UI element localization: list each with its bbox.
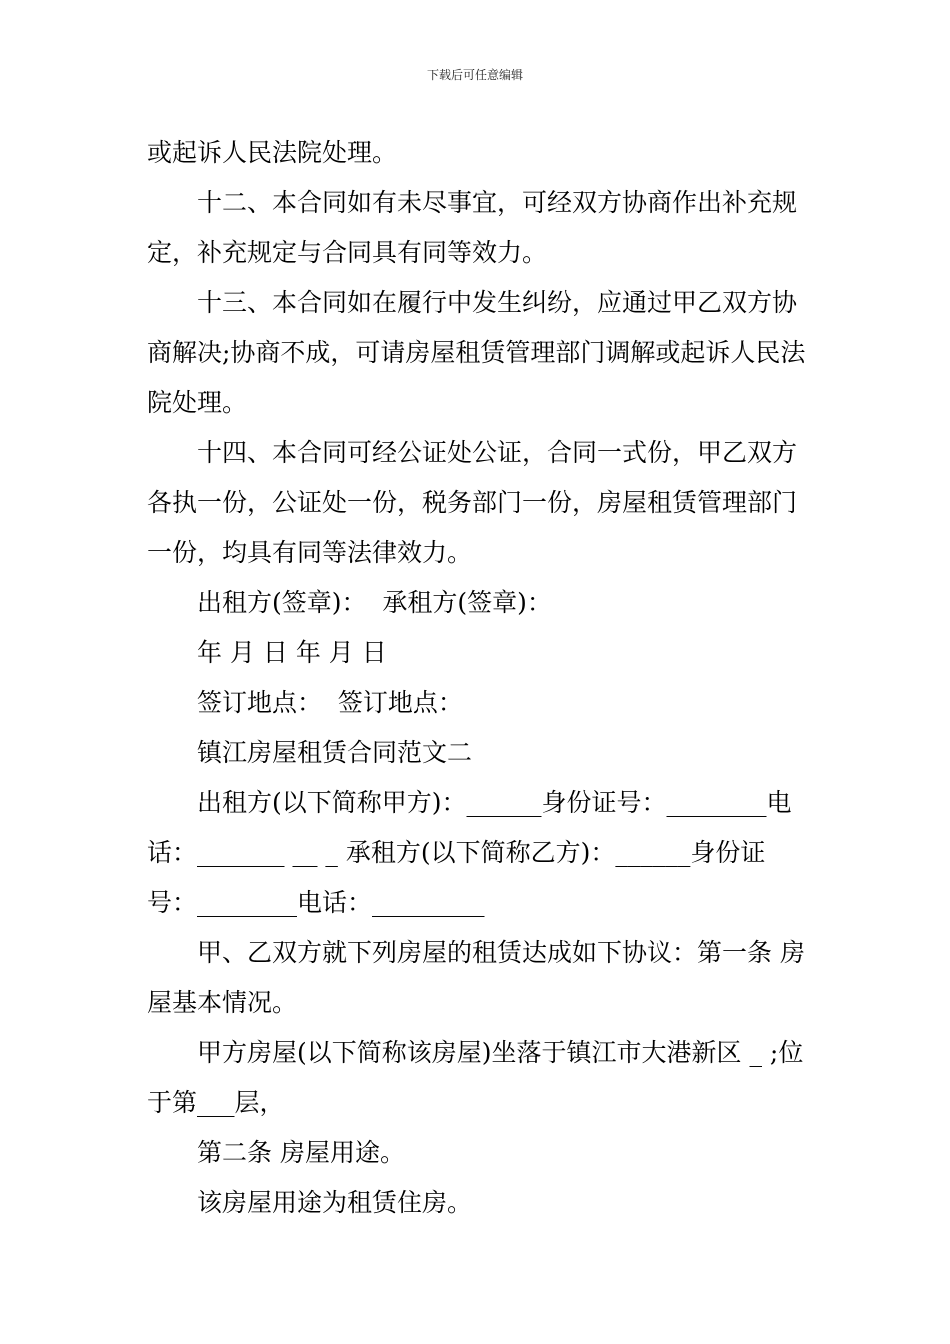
- section-title: 镇江房屋租赁合同范文二: [197, 738, 473, 767]
- paragraph: 出租方(以下简称甲方)：______身份证号：________电话：_______ __ _ 承租方(以下简称乙方)：______身份证号：________电话：_________: [147, 788, 792, 917]
- signature-line: 出租方(签章)： 承租方(签章)：: [197, 588, 552, 617]
- paragraph: 十三、本合同如在履行中发生纠纷，应通过甲乙双方协商解决;协商不成，可请房屋租赁管理部门调解或起诉人民法院处理。: [147, 288, 806, 417]
- paragraph: 或起诉人民法院处理。: [147, 138, 398, 167]
- document-body: [147, 128, 807, 1228]
- paragraph: 十四、本合同可经公证处公证，合同一式份，甲乙双方各执一份，公证处一份，税务部门一份，房屋租赁管理部门一份，均具有同等法律效力。: [147, 438, 798, 567]
- paragraph: 甲、乙双方就下列房屋的租赁达成如下协议：第一条 房屋基本情况。: [147, 938, 805, 1017]
- page-header-note: 下载后可任意编辑: [426, 68, 523, 82]
- date-line: 年 月 日 年 月 日: [197, 638, 387, 667]
- paragraph: 该房屋用途为租赁住房。: [197, 1188, 473, 1217]
- paragraph: 十二、本合同如有未尽事宜，可经双方协商作出补充规定，补充规定与合同具有同等效力。: [147, 188, 798, 267]
- paragraph: 甲方房屋(以下简称该房屋)坐落于镇江市大港新区 _ ;位于第___层，: [147, 1038, 804, 1117]
- location-line: 签订地点： 签订地点：: [197, 688, 463, 717]
- paragraph: 第二条 房屋用途。: [197, 1138, 405, 1167]
